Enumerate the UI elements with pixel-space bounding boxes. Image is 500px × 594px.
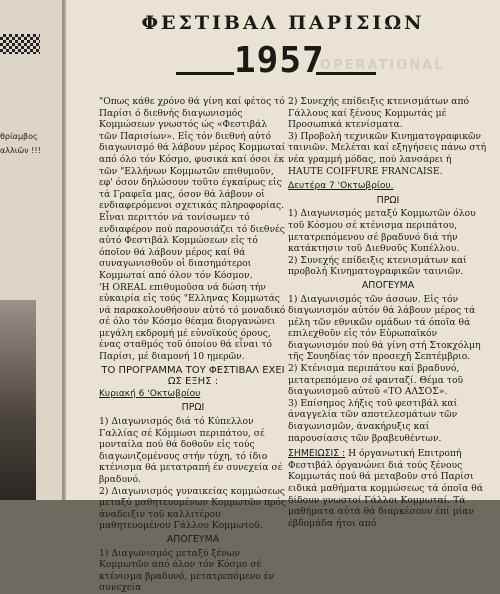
morning-label: ΠΡΩΙ (376, 194, 400, 206)
note-label: ΣΗΜΕΙΩΣΙΣ : (288, 448, 346, 460)
left-page (0, 0, 64, 500)
programme-item: 2) Διαγωνισμός γυναικείας κομμώσεως μεταξύ μαθητευομένων Κομμωτῶν πρός άναδειξιν τοῦ καλλιτέρου μαθητευομένου Γάλλου Κομμωτοῦ. (99, 485, 287, 532)
paragraph-3: 'Η OREAL επιθυμοῦσα νά δώση τήν εὐκαιρία εἰς τούς "Ελληνας Κομμωτάς νά παρακολουθήσουν αὐτό τό μοναδικό σέ όλο τόν Κόσμο θέαμα διοργανώνει μεγάλη εκδρομή μέ εὐνοϊκούς όρους, ένας σταθμός τοῦ όποίου θά εἶναι τό Παρίσι, μέ διαμονή 10 ημερῶν. (99, 281, 286, 363)
note-text: Η όργανωτική Επιτροπή Φεστιβάλ όργανώνει διά τούς ξένους Κομμωτάς πού θά μεταβοῦν στό Παρίσι ειδικά μαθήματα κομμώσεως τά όποῖα θά δίδουν γνωστοί Γάλλοι Κομμωταί. Τά μαθήματα αὐτά θά διαρκέσουν έπί μίαν έβδομάδα ήτοι από (288, 448, 484, 529)
morning-label: ΠΡΩΙ (181, 402, 205, 414)
intro-paragraph: "Οπως κάθε χρόνο θά γίνη καί φέτος τό Παρίσι ό διεθνής διαγωνισμός Κομμώσεων γνωστός ώς «Φεστιβάλ τῶν Παρισίων». Εἰς τόν διεθνή αὐτό διαγωνισμό θά λάβουν μέρος Κομμωταί από όλο τόν Κόσμο, φυσικά καί όσοι έκ τῶν "Ελλήνων Κομμωτῶν επιθυμοῦν, εφ' όσον δηλώσουν τοῦτο έγκαίρως εἰς τά Γραφεῖα μας, όσον θά λάβουν οἱ ενδιαφερόμενοι σχετικάς πληροφορίας. (99, 96, 286, 212)
checker-ornament (0, 34, 40, 54)
year-heading: 1957 (234, 40, 325, 81)
programme-heading: ΤΟ ΠΡΟΓΡΑΜΜΑ ΤΟΥ ΦΕΣΤΙΒΑΛ ΕΧΕΙ ΩΣ ΕΞΗΣ : (101, 364, 285, 388)
day-1-heading: Κυριακή 6 'Οκτωβρίου (99, 388, 201, 399)
magazine-page (66, 0, 500, 594)
programme-item: 1) Διαγωνισμός μεταξύ ξένων Κομμωτῶν από όλον τόν Κόσμο σέ κτένισμα βραδυνό, μετατρεπόμενο έν συνεχεία (99, 547, 275, 594)
note-paragraph (288, 448, 488, 529)
programme-item: 2) Κτένισμα περιπάτου καί βραδυνό, μετατρεπόμενο σέ φανταζί. Θέμα τοῦ διαγωνισμοῦ αὐτοῦ «ΤΟ ΑΛΣΟΣ». (288, 363, 464, 398)
programme-item: 2) Συνεχής επίδειξις κτενισμάτων από Γάλλους καί ξένους Κομμωτάς μέ Προσωπικά κτενίσματα. (288, 96, 470, 131)
afternoon-label: ΑΠΟΓΕΥΜΑ (361, 279, 415, 291)
programme-item: 1) Διαγωνισμός μεταξύ Κομμωτῶν όλου τοῦ Κόσμου σέ κτένισμα περιπάτου, μετατρεπόμενου σέ βραδυνό διά τήν κατάκτησιν τοῦ Διεθνοῦς Κυπέλλου. (288, 208, 476, 255)
left-page-photo (0, 300, 36, 500)
programme-item: 2) Συνεχής επίδειξις κτενισμάτων καί προβολή Κινηματογραφικῶν ταινιῶν. (288, 254, 467, 278)
left-page-text-1: θρίαμβος (0, 132, 38, 141)
background-bleed-text: OPERATIONAL (320, 58, 445, 73)
programme-item: 1) Διαγωνισμός διά τό Κύπελλον Γαλλίας σέ Κόμμωσι περιπάτου, σέ μονταίλα πού θά δοθοῦν εἰς τούς διαγωνιζομένους στήν τύχη, τό ίδιο κτένισμα θά μετατραπή έν συνεχεία σέ βραδυνό. (99, 416, 283, 485)
right-column (288, 96, 488, 529)
programme-item: 1) Διαγωνισμός τῶν άσσων. Εἰς τόν διαγωνισμόν αὐτόν θά λάβουν μέρος τά μέλη τῶν εθνικῶν ομάδων τά όποῖα θά επιλεχθοῦν εἰς τόν Εὐρωπαϊκόν διαγωνισμόν πού θά γίνη στή Στοκχόλμη τῆς Σουηδίας τόν προσεχῆ Σεπτέμβριο. (288, 293, 481, 363)
page-title: ΦΕΣΤΙΒΑΛ ΠΑΡΙΣΙΩΝ (141, 12, 425, 34)
day-2-heading: Δευτέρα 7 'Οκτωβρίου. (288, 181, 394, 192)
left-column (99, 96, 287, 594)
paragraph-2: Εἶναι περιττόν νά τονίσωμεν τό ενδιαφέρον πού παρουσιάζει τό διεθνές αὐτό Φεστιβάλ Κομμώσεων εἰς τό όποῖον θά λάβουν μέρος καί θά συναγωνισθοῦν οἱ διασημότεροι Κομμωταί από όλον τόν Κόσμον. (99, 211, 285, 281)
programme-item: 3) Προβολή τεχνικῶν Κινηματογραφικῶν ταινιῶν. Μελέται καί εξηγήσεις πάνω στή νέα γραμμή μόδας, πού λανσάρει ή HAUTE COIFFURE FRANCAISE. (288, 130, 487, 177)
programme-item: 3) Επίσημος λήξις τοῦ φεστιβάλ καί άναγγελία τῶν αποτελεσμάτων τῶν διαγωνισμῶν, άνακήρυξις καί παρουσίασις τῶν βραβευθέντων. (288, 397, 458, 444)
title-rule-left (176, 72, 234, 75)
left-page-text-2: αλλιῶν !!! (0, 146, 41, 155)
afternoon-label: ΑΠΟΓΕΥΜΑ (166, 533, 220, 545)
